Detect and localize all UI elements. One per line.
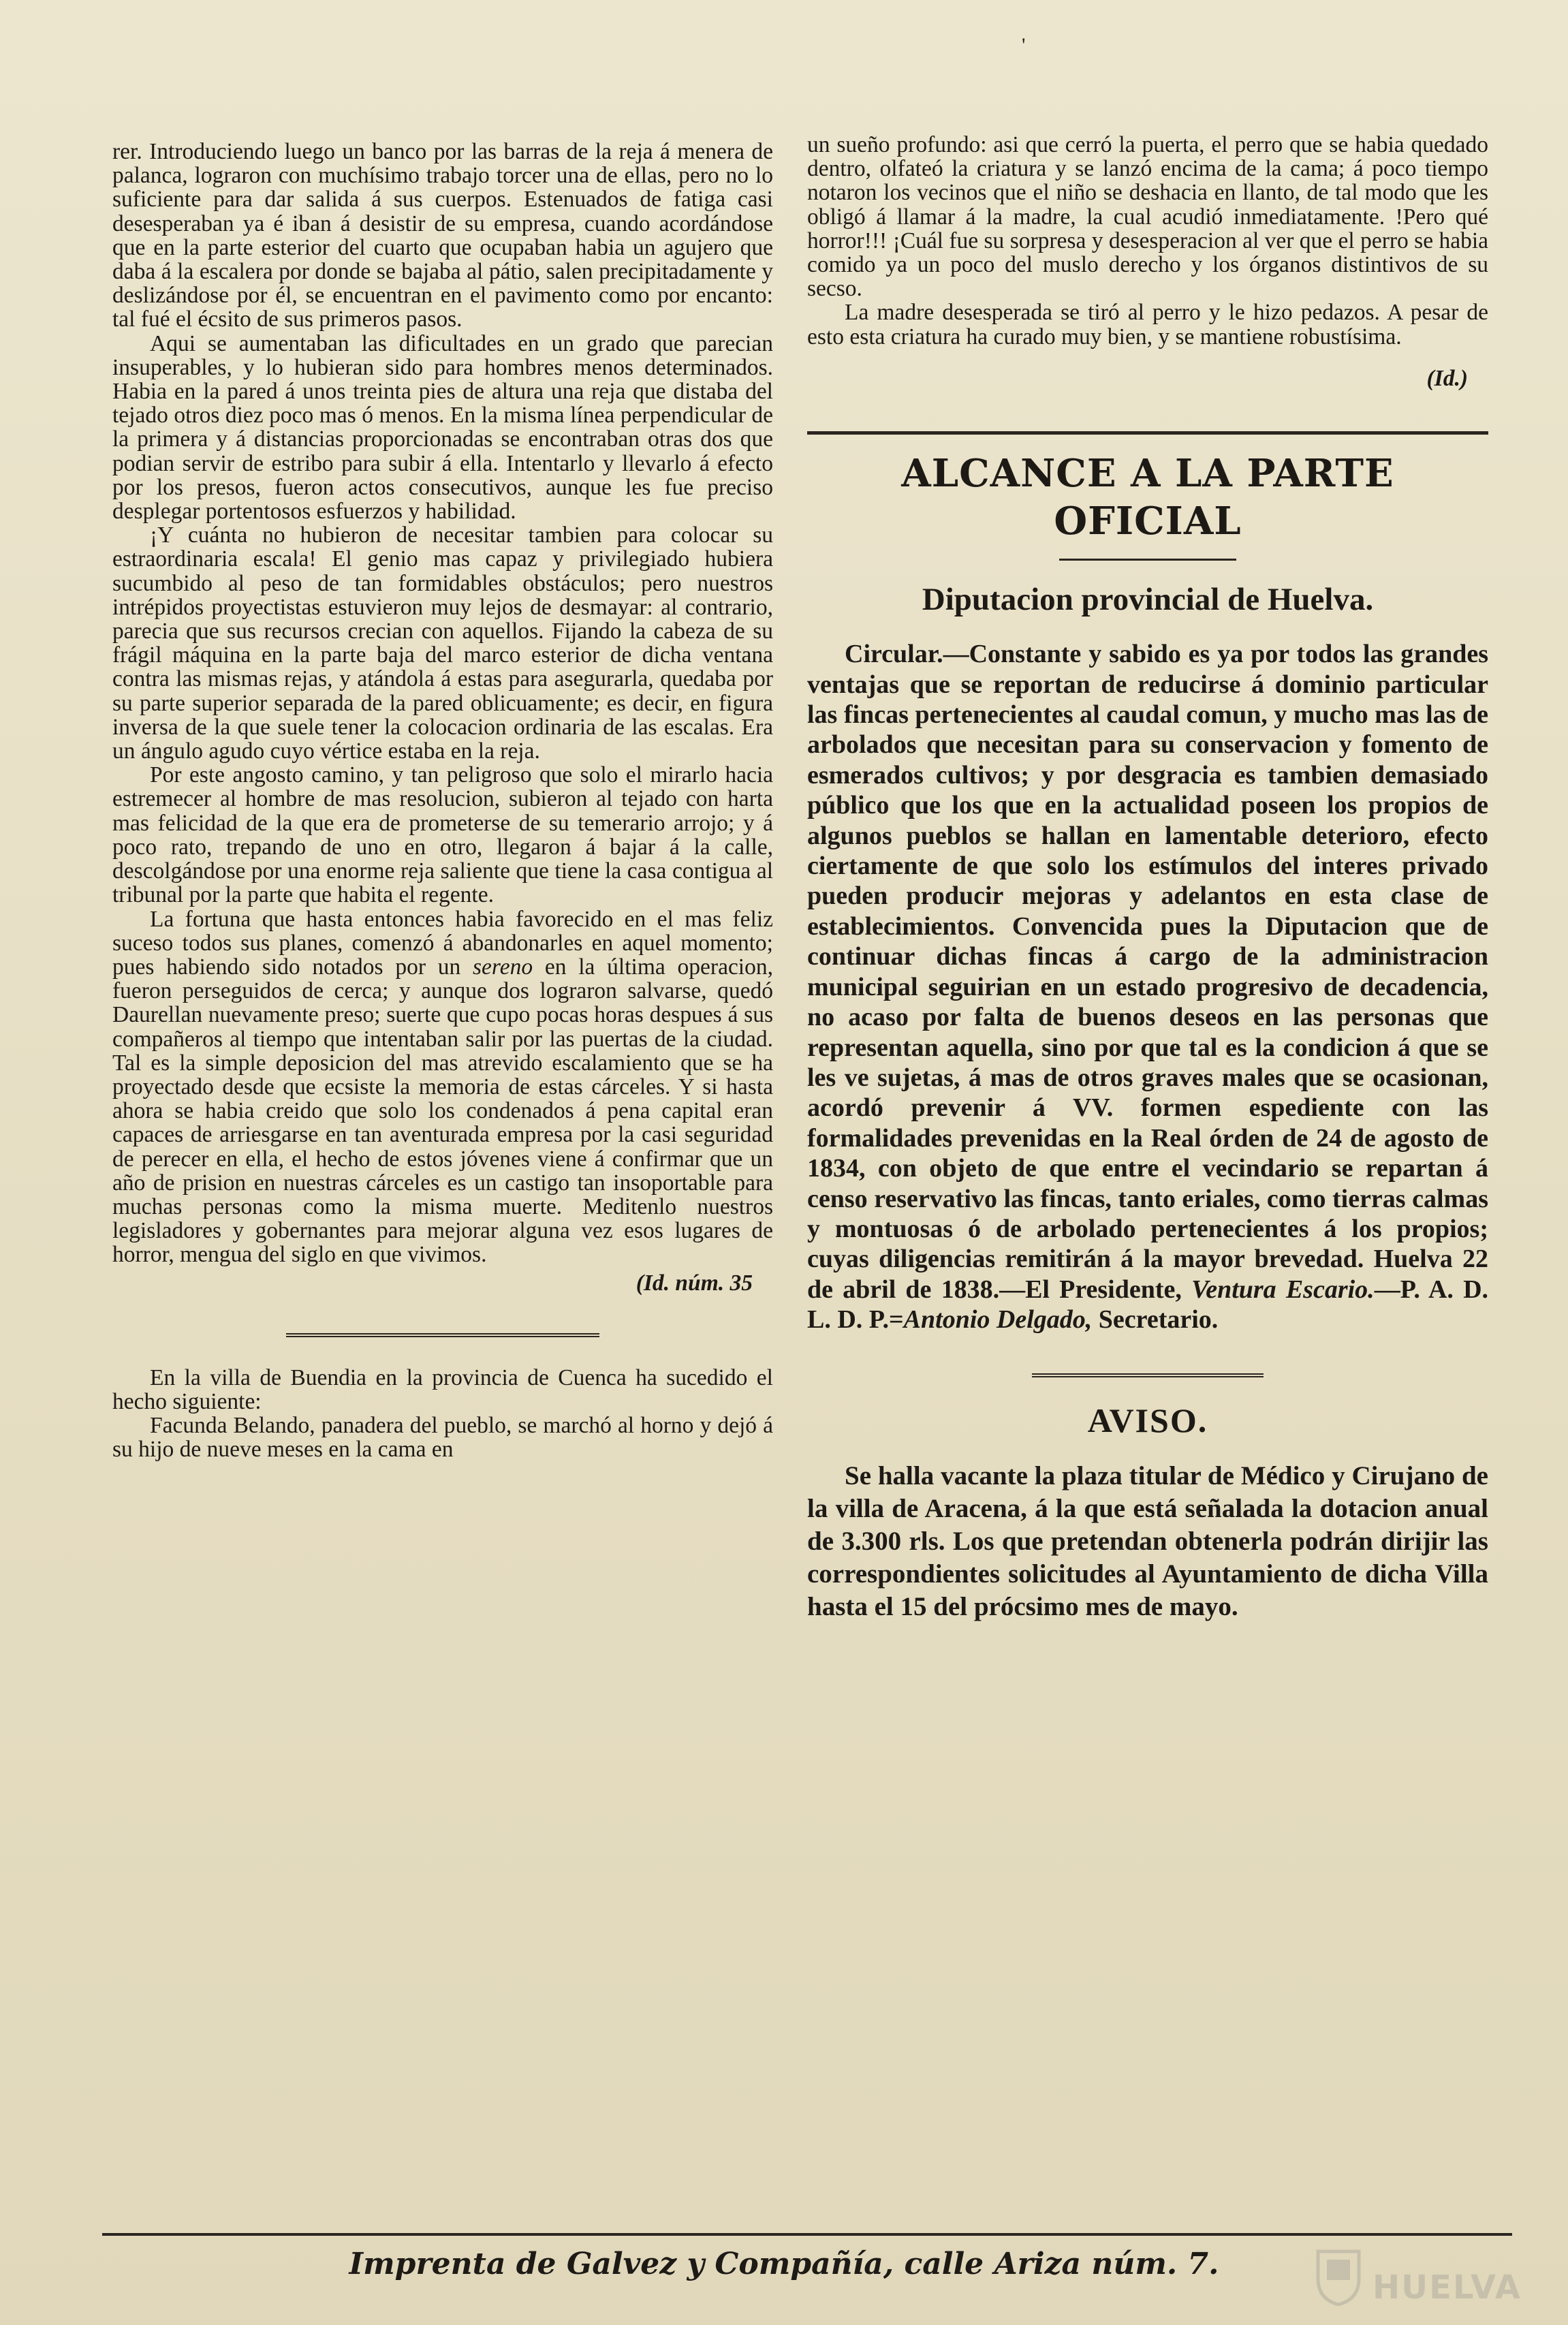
secretary-name: Antonio Delgado, bbox=[903, 1305, 1093, 1335]
heading-rule bbox=[807, 431, 1488, 435]
left-paragraph-3: ¡Y cuánta no hubieron de necesitar tambien para colocar su estraordinaria escala! El genio mas capaz y privilegiado hubiera sucumbido al peso de tan formidables obstáculos; pero nuestros intrépidos proyectistas estuvieron muy lejos de desmayar: al contrario, parecia que sus recursos crecian con aquellos. Fijando la cabeza de su frágil máquina en la parte baja del marco esterior de dicha ventana contra las mismas rejas, y atándola á estas para asegurarla, quedaba por su parte superior separada de la pared oblicuamente; es decir, en figura inversa de la que suele tener la colocacion ordinaria de las escalas. Era un ángulo agudo cuyo vértice estaba en la reja. bbox=[112, 522, 773, 764]
left-column bbox=[112, 140, 773, 1462]
printer-imprint: Imprenta de Galvez y Compañía, calle Ariza núm. 7. bbox=[349, 2247, 1219, 2281]
crest-icon bbox=[1315, 2245, 1362, 2306]
diputacion-heading: Diputacion provincial de Huelva. bbox=[922, 582, 1374, 618]
official-heading: ALCANCE A LA PARTE OFICIAL bbox=[901, 451, 1394, 544]
archive-watermark bbox=[1315, 2238, 1522, 2313]
left-paragraph-5-start: La fortuna que hasta entonces habia favorecido en el mas feliz suceso todos sus planes, comenzó á abandonarles en aquel momento; pues habiendo sido notados por un bbox=[112, 906, 773, 980]
secretary-title: Secretario. bbox=[1098, 1305, 1219, 1335]
right-paragraph-1: un sueño profundo: asi que cerró la puerta, el perro que se habia quedado dentro, olfateó la criatura y se lanzó encima de la cama; á poco tiempo notaron los vecinos que el niño se deshacia en llanto, de tal modo que les obligó á llamar á la madre, la cual acudió inmediatamente. !Pero qué horror!!! ¡Cuál fue su sorpresa y desesperacion al ver que el perro se habia comido ya un poco del muslo derecho y los órganos distintivos de su secso. bbox=[807, 132, 1488, 302]
left-paragraph-1: rer. Introduciendo luego un banco por las barras de la reja á menera de palanca, lograron con muchísimo trabajo torcer una de ellas, pero no lo suficiente para dar salida á sus cuerpos. Estenuados de fatiga casi desesperaban ya é iban á desistir de su empresa, cuando acordándose que en la parte esterior del cuarto que ocupaban habia un agujero que daba á la escalera por donde se bajaba al pátio, salen precipitadamente y deslizándose por él, se encuentran en el pavimento como por encanto: tal fué el écsito de sus primeros pasos. bbox=[112, 139, 773, 332]
right-column bbox=[807, 133, 1488, 1623]
circular-abbrev: —P. A. D. L. D. P.= bbox=[807, 1275, 1489, 1335]
left-paragraph-6: En la villa de Buendia en la provincia de Cuenca ha sucedido el hecho siguiente: bbox=[112, 1364, 773, 1414]
circular-body: Circular.—Constante y sabido es ya por todos las grandes ventajas que se reportan de reducirse á dominio particular las fincas pertenecientes al caudal comun, y mucho mas las de arbolados que necesitan para su conservacion y fomento de esmerados cultivos; y por desgracia es tambien demasiado público que los que en la actualidad poseen los propios de algunos pueblos se hallan en lamentable deterioro, efecto ciertamente de que solo los estímulos del interes privado pueden producir mejoras y adelantos en esta clase de establecimientos. Convencida pues la Diputacion que de continuar dichas fincas á cargo de la administracion municipal seguirian en un estado progresivo de decadencia, no acaso por falta de buenos deseos en las personas que representan aquella, sino por que tal es la condicion á que se les ve sujetas, á mas de otros graves males que se ocasionan, acordó prevenir á VV. formen espediente con las formalidades prevenidas en la Real órden de 24 de agosto de 1834, con objeto de que entre el vecindario se repartan á censo reservativo las fincas, tanto eriales, como tierras calmas y montuosas ó de arbolado pertenecientes á los propios; cuyas diligencias remitirán á la mayor brevedad. Huelva 22 de abril de 1838.—El Presidente, bbox=[807, 640, 1488, 1304]
left-paragraph-5-end: en la última operacion, fueron perseguidos de cerca; y aunque dos lograron salvarse, quedó Daurellan nuevamente preso; suerte que cupo pocas horas despues á sus compañeros al tiempo que intentaban salir por las puertas de la ciudad. Tal es la simple deposicion del mas atrevido escalamiento que se ha proyectado desde que ecsiste la memoria de estas cárceles. Y si hasta ahora se habia creido que solo los condenados á pena capital eran capaces de arriesgarse en tan aventurada empresa por la casi seguridad de perecer en ella, el hecho de estos jóvenes viene á confirmar que un año de prision en nuestras cárceles es un castigo tan insoportable para muchas personas como la misma muerte. Meditenlo nuestros legisladores y gobernantes para mejorar alguna vez esos lugares de horror, mengua del siglo en que vivimos. bbox=[112, 954, 773, 1268]
page-mark: ' bbox=[1022, 34, 1026, 57]
right-paragraph-2: La madre desesperada se tiró al perro y le hizo pedazos. A pesar de esto esta criatura ha curado muy bien, y se mantiene robustísima. bbox=[807, 300, 1488, 349]
left-paragraph-4: Por este angosto camino, y tan peligroso que solo el mirarlo hacia estremecer al hombre de mas resolucion, subieron al tejado con harta mas felicidad de la que era de prometerse de su temerario arrojo; y á poco rato, trepando de uno en otro, llegaron á bajar á la calle, descolgándose por una enorme reja saliente que tiene la casa contigua al tribunal por la parte que habita el regente. bbox=[112, 762, 773, 908]
heading-underline bbox=[1059, 559, 1236, 561]
source-citation-1: (Id. núm. 35 bbox=[636, 1270, 753, 1296]
president-name: Ventura Escario. bbox=[1191, 1275, 1375, 1304]
left-paragraph-7: Facunda Belando, panadera del pueblo, se marchó al horno y dejó á su hijo de nueve meses en la cama en bbox=[112, 1413, 773, 1463]
circular-text bbox=[807, 639, 1488, 1335]
aviso-heading: AVISO. bbox=[1087, 1401, 1208, 1439]
left-paragraph-2: Aqui se aumentaban las dificultades en un grado que parecian insuperables, y lo hubieran sido para hombres menos determinados. Habia en la pared á unos treinta pies de altura una reja que distaba del tejado otros diez poco mas ó menos. En la misma línea perpendicular de la primera y á distancias proporcionadas se encontraban otras dos que podian servir de estribo para subir á ella. Intentarlo y llevarlo á efecto por los presos, fueron actos consecutivos, aunque les fue preciso desplegar portentosos esfuerzos y habilidad. bbox=[112, 330, 773, 525]
aviso-divider bbox=[1032, 1373, 1264, 1377]
section-divider bbox=[286, 1333, 599, 1337]
watermark-text: HUELVA bbox=[1373, 2268, 1522, 2307]
aviso-text: Se halla vacante la plaza titular de Médico y Cirujano de la villa de Aracena, á la que está señalada la dotacion anual de 3.300 rls. Los que pretendan obtenerla podrán dirijir las correspondientes solicitudes al Ayuntamiento de dicha Villa hasta el 15 del prócsimo mes de mayo. bbox=[807, 1461, 1488, 1621]
left-paragraph-5-italic: sereno bbox=[473, 954, 533, 980]
footer-rule bbox=[102, 2233, 1512, 2236]
source-citation-2: (Id.) bbox=[1426, 365, 1468, 391]
left-paragraph-5 bbox=[112, 907, 773, 1267]
